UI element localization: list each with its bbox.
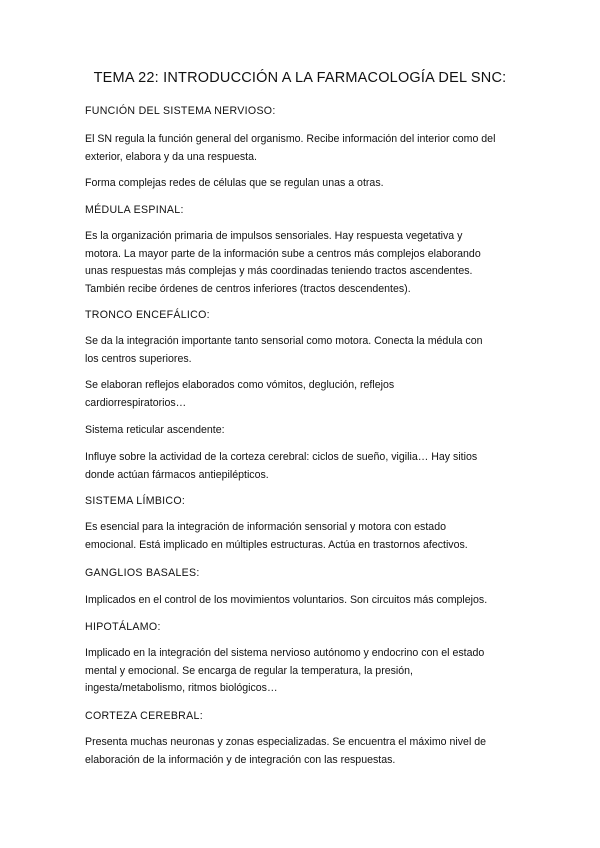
section-heading-funcion: FUNCIÓN DEL SISTEMA NERVIOSO: — [85, 105, 276, 117]
paragraph-limbico — [85, 519, 525, 554]
text-line: Implicado en la integración del sistema nervioso autónomo y endocrino con el estado — [85, 647, 485, 659]
paragraph-reticular-detalle — [85, 449, 525, 484]
section-heading-corteza: CORTEZA CEREBRAL: — [85, 710, 203, 722]
text-line: Se elaboran reflejos elaborados como vómitos, deglución, reflejos — [85, 379, 395, 391]
paragraph-ganglios — [85, 592, 525, 610]
paragraph-medula — [85, 228, 525, 298]
paragraph-tronco-2 — [85, 377, 525, 412]
text-line: unas respuestas más complejas y más coordinadas teniendo tractos ascendentes. — [85, 265, 473, 277]
section-heading-limbico: SISTEMA LÍMBICO: — [85, 495, 186, 507]
text-line: Es la organización primaria de impulsos sensoriales. Hay respuesta vegetativa y — [85, 230, 463, 242]
text-line: exterior, elabora y da una respuesta. — [85, 150, 257, 163]
section-heading-tronco: TRONCO ENCEFÁLICO: — [85, 309, 210, 321]
paragraph-funcion-1 — [85, 131, 525, 166]
paragraph-tronco-1 — [85, 333, 525, 368]
paragraph-funcion-2 — [85, 175, 525, 193]
page-title: TEMA 22: INTRODUCCIÓN A LA FARMACOLOGÍA DEL SNC: — [93, 70, 507, 86]
text-line: Implicados en el control de los movimientos voluntarios. Son circuitos más complejos. — [85, 594, 488, 606]
text-line: los centros superiores. — [85, 352, 192, 365]
paragraph-sistema-reticular — [85, 422, 525, 440]
text-line: El SN regula la función general del organismo. Recibe información del interior como del — [85, 133, 496, 145]
text-line: Influye sobre la actividad de la corteza cerebral: ciclos de sueño, vigilia… Hay sitios — [85, 451, 478, 463]
text-line: donde actúan fármacos antiepilépticos. — [85, 468, 269, 481]
section-heading-ganglios: GANGLIOS BASALES: — [85, 567, 200, 579]
text-line: emocional. Está implicado en múltiples estructuras. Actúa en trastornos afectivos. — [85, 538, 468, 551]
section-heading-medula: MÉDULA ESPINAL: — [85, 204, 184, 216]
text-line: cardiorrespiratorios… — [85, 396, 187, 409]
paragraph-corteza — [85, 734, 525, 769]
text-line: ingesta/metabolismo, ritmos biológicos… — [85, 682, 278, 694]
text-line: elaboración de la información y de integración con las respuestas. — [85, 753, 396, 766]
text-line: Forma complejas redes de células que se regulan unas a otras. — [85, 177, 384, 189]
text-line: Se da la integración importante tanto sensorial como motora. Conecta la médula con — [85, 335, 483, 347]
paragraph-hipotalamo — [85, 645, 525, 698]
text-line: mental y emocional. Se encarga de regular la temperatura, la presión, — [85, 664, 413, 677]
text-line: También recibe órdenes de centros inferiores (tractos descendentes). — [85, 282, 411, 295]
section-heading-hipotalamo: HIPOTÁLAMO: — [85, 621, 161, 633]
text-line: Sistema reticular ascendente: — [85, 424, 225, 436]
text-line: motora. La mayor parte de la información sube a centros más complejos elaborando — [85, 247, 481, 260]
text-line: Es esencial para la integración de información sensorial y motora con estado — [85, 521, 446, 533]
text-line: Presenta muchas neuronas y zonas especializadas. Se encuentra el máximo nivel de — [85, 736, 487, 748]
